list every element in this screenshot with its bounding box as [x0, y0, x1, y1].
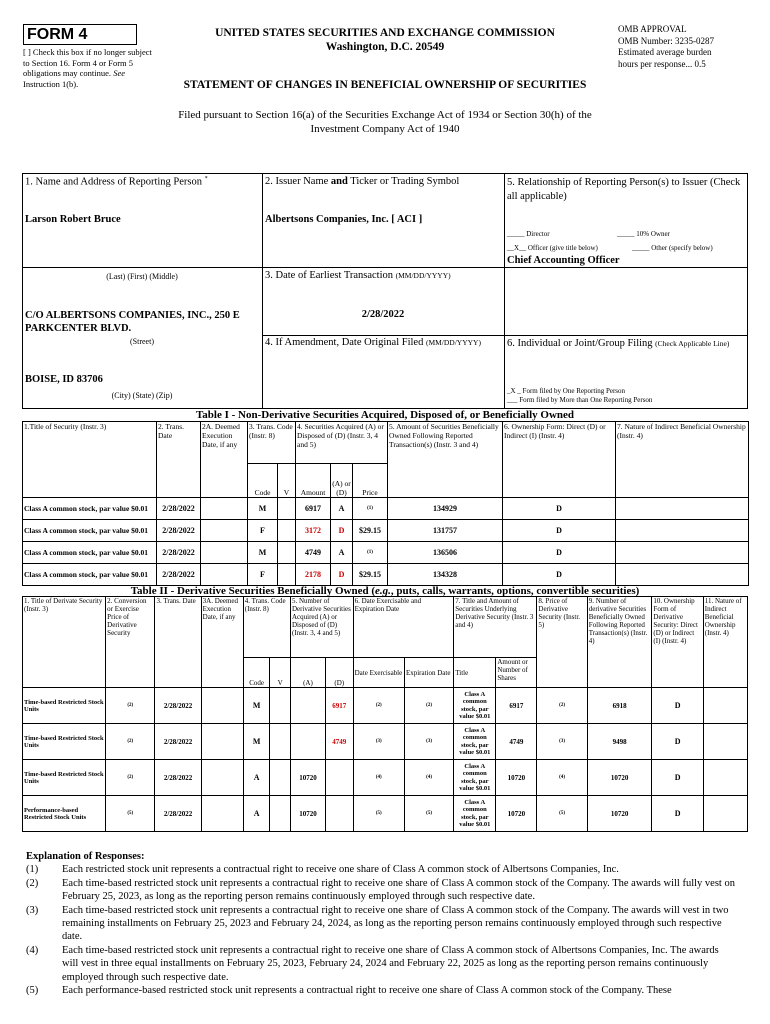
- t2-title: Time-based Restricted Stock Units: [23, 688, 106, 724]
- t2-h11: 11. Nature of Indirect Beneficial Ownership (Instr. 4): [703, 597, 747, 688]
- box3-label: 3. Date of Earliest Transaction (MM/DD/YYYY): [265, 270, 451, 281]
- city-hint: (City) (State) (Zip): [111, 391, 173, 400]
- t1-sub-amount: Amount: [296, 464, 331, 498]
- table1-title: Table I - Non-Derivative Securities Acquired, Disposed of, or Beneficially Owned: [195, 409, 575, 421]
- t2-sub-title: Title: [454, 658, 496, 688]
- t2-sub-v: V: [270, 658, 291, 688]
- footnote: (4) Each time-based restricted stock unit represents a contractual right to receive one share of Class A common stock of Albertsons Companies, Inc. The awards will vest in three equal installments on February 25, 2023, February 24, 2024 and February 22, 2025 as long as the reporting person remains continuously employed through such respective date.: [26, 944, 719, 983]
- ten-percent-option: _____ 10% Owner: [617, 230, 670, 238]
- street-address: C/O ALBERTSONS COMPANIES, INC., 250 E PARKCENTER BLVD.: [25, 310, 240, 335]
- issuer-name: Albertsons Companies, Inc. [ ACI ]: [265, 214, 423, 225]
- t1-title: Class A common stock, par value $0.01: [23, 520, 157, 542]
- footnote: (1) Each restricted stock unit represents a contractual right to receive one share of Class A common stock of Albertsons Companies, Inc.: [26, 864, 619, 876]
- t1-sub-price: Price: [353, 464, 388, 498]
- t1-h5: 5. Amount of Securities Beneficially Owned Following Reported Transaction(s) (Instr. 3 and 4): [388, 422, 503, 498]
- t1-h4: 4. Securities Acquired (A) or Disposed of (D) (Instr. 3, 4 and 5): [296, 422, 388, 464]
- agency-location: Washington, D.C. 20549: [325, 41, 445, 53]
- t1-h3: 3. Trans. Code (Instr. 8): [248, 422, 296, 464]
- t2-sub-expiration: Expiration Date: [404, 658, 453, 688]
- t2-title: Performance-based Restricted Stock Units: [23, 796, 106, 832]
- table-row: Time-based Restricted Stock Units (2) 2/28/2022 M 4749 (3) (3) Class A common stock, par value $0.01 4749 (3) 9498 D: [23, 724, 748, 760]
- statement-title: STATEMENT OF CHANGES IN BENEFICIAL OWNERSHIP OF SECURITIES: [183, 79, 587, 91]
- t2-h3a: 3A. Deemed Execution Date, if any: [201, 597, 243, 688]
- name-hint: (Last) (First) (Middle): [106, 272, 178, 281]
- t2-sub-code: Code: [243, 658, 270, 688]
- t2-h5: 5. Number of Derivative Securities Acquired (A) or Disposed of (D) (Instr. 3, 4 and 5): [290, 597, 353, 658]
- t1-sub-v: V: [278, 464, 296, 498]
- t2-h4: 4. Trans. Code (Instr. 8): [243, 597, 290, 658]
- t1-h1: 1.Title of Security (Instr. 3): [23, 422, 157, 498]
- one-person-option: _X _ Form filed by One Reporting Person: [507, 387, 626, 395]
- table-row: Class A common stock, par value $0.01 2/28/2022 F 3172 D $29.15 131757 D: [23, 520, 749, 542]
- t2-h2: 2. Conversion or Exercise Price of Derivative Security: [106, 597, 155, 688]
- t2-h10: 10. Ownership Form of Derivative Security: Direct (D) or Indirect (I) (Instr. 4): [652, 597, 703, 688]
- table-row: Class A common stock, par value $0.01 2/28/2022 M 6917 A (1) 134929 D: [23, 498, 749, 520]
- t2-sub-amount: Amount or Number of Shares: [496, 658, 537, 688]
- officer-option: __X__ Officer (give title below): [507, 244, 598, 252]
- t2-sub-exercisable: Date Exercisable: [353, 658, 404, 688]
- t2-title: Time-based Restricted Stock Units: [23, 760, 106, 796]
- table-row: Class A common stock, par value $0.01 2/28/2022 F 2178 D $29.15 134328 D: [23, 564, 749, 586]
- table2: [22, 596, 748, 832]
- earliest-transaction-date: 2/28/2022: [361, 309, 405, 320]
- explanation-section: [26, 850, 736, 997]
- more-person-option: ___ Form filed by More than One Reporting Person: [507, 396, 653, 404]
- street-hint: (Street): [130, 337, 154, 346]
- table-row: Class A common stock, par value $0.01 2/28/2022 M 4749 A (1) 136506 D: [23, 542, 749, 564]
- table2-title: Table II - Derivative Securities Beneficially Owned (e.g., puts, calls, warrants, options, convertible securities): [130, 585, 640, 597]
- table1: [22, 421, 749, 586]
- t1-h2: 2. Trans. Date: [157, 422, 201, 498]
- other-option: _____ Other (specify below): [632, 244, 713, 252]
- reporting-person-name: Larson Robert Bruce: [25, 214, 121, 225]
- box4-label: 4. If Amendment, Date Original Filed (MM/DD/YYYY): [265, 337, 481, 348]
- box2-label: 2. Issuer Name and Ticker or Trading Symbol: [265, 176, 460, 187]
- t2-h7: 7. Title and Amount of Securities Underlying Derivative Security (Instr. 3 and 4): [454, 597, 537, 658]
- city-state-zip: BOISE, ID 83706: [25, 374, 103, 385]
- t1-h7: 7. Nature of Indirect Beneficial Ownership (Instr. 4): [616, 422, 749, 498]
- box6-label: 6. Individual or Joint/Group Filing (Check Applicable Line): [507, 338, 730, 349]
- t2-title: Time-based Restricted Stock Units: [23, 724, 106, 760]
- footnote: (3) Each time-based restricted stock unit represents a contractual right to receive one share of Class A common stock of the Company. The awards will vest in two remaining installments on February 25, 2023 and February 24, 2024, as long as the reporting person remains continuously employed through such respective date.: [26, 904, 729, 943]
- officer-title: Chief Accounting Officer: [507, 255, 620, 266]
- t2-h3: 3. Trans. Date: [155, 597, 201, 688]
- t1-h2a: 2A. Deemed Execution Date, if any: [201, 422, 248, 498]
- reporting-section: [22, 173, 748, 409]
- filed-pursuant: Filed pursuant to Section 16(a) of the Securities Exchange Act of 1934 or Section 30(h) of the Investment Company Act of 1940: [178, 109, 592, 136]
- agency-name: UNITED STATES SECURITIES AND EXCHANGE COMMISSION: [215, 27, 555, 39]
- t1-title: Class A common stock, par value $0.01: [23, 498, 157, 520]
- t2-h8: 8. Price of Derivative Security (Instr. 5): [537, 597, 587, 688]
- checkbox-note: [ ] Check this box if no longer subject to Section 16. Form 4 or Form 5 obligations may continue. See Instruction 1(b).: [23, 47, 152, 89]
- t2-h1: 1. Title of Derivate Security (Instr. 3): [23, 597, 106, 688]
- t2-h9: 9. Number of derivative Securities Beneficially Owned Following Reported Transaction(s) (Instr. 4): [587, 597, 652, 688]
- t2-sub-d: (D): [325, 658, 353, 688]
- form-title: FORM 4: [27, 26, 88, 43]
- omb-approval: OMB APPROVAL OMB Number: 3235-0287 Estimated average burden hours per response... 0.5: [618, 24, 714, 70]
- t1-sub-ad: (A) or (D): [331, 464, 353, 498]
- t2-sub-a: (A): [290, 658, 325, 688]
- table-row: Performance-based Restricted Stock Units (5) 2/28/2022 A 10720 (5) (5) Class A common stock, par value $0.01 10720 (5) 10720 D: [23, 796, 748, 832]
- box5-label: 5. Relationship of Reporting Person(s) to Issuer (Check all applicable): [507, 177, 741, 202]
- table-row: Time-based Restricted Stock Units (2) 2/28/2022 A 10720 (4) (4) Class A common stock, par value $0.01 10720 (4) 10720 D: [23, 760, 748, 796]
- director-option: _____ Director: [507, 230, 550, 238]
- t1-h6: 6. Ownership Form: Direct (D) or Indirect (I) (Instr. 4): [503, 422, 616, 498]
- explanation-title: Explanation of Responses:: [26, 851, 145, 862]
- table-row: Time-based Restricted Stock Units (2) 2/28/2022 M 6917 (2) (2) Class A common stock, par value $0.01 6917 (2) 6918 D: [23, 688, 748, 724]
- t2-h6: 6. Date Exercisable and Expiration Date: [353, 597, 454, 658]
- t1-title: Class A common stock, par value $0.01: [23, 564, 157, 586]
- footnote: (5) Each performance-based restricted stock unit represents a contractual right to receive one share of Class A common stock of the Company. These: [26, 985, 672, 997]
- box1-label: 1. Name and Address of Reporting Person *: [25, 176, 208, 188]
- footnote: (2) Each time-based restricted stock unit represents a contractual right to receive one share of Class A common stock of the Company. The awards will fully vest on February 25, 2023, as long as the reporting person remains continuously employed through such respective date.: [26, 877, 735, 903]
- form-title-box: [23, 24, 137, 45]
- t1-title: Class A common stock, par value $0.01: [23, 542, 157, 564]
- t1-sub-code: Code: [248, 464, 278, 498]
